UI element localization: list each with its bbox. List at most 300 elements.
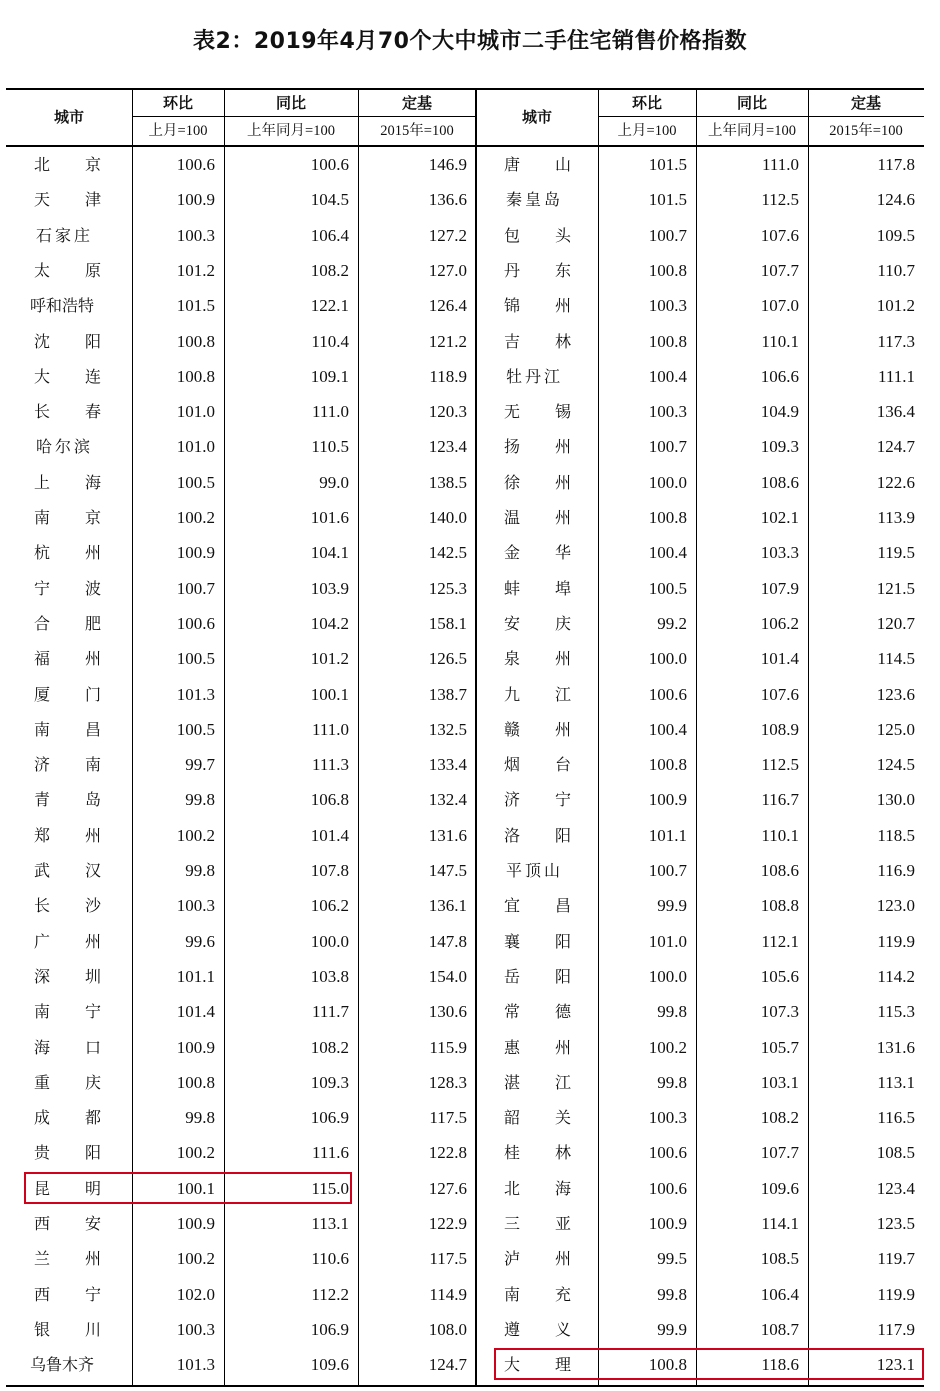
left-header-city: 城市 [53,108,84,126]
left-cell-city: 兰 州 [34,1249,103,1269]
left-cell-city: 南 宁 [34,1002,103,1022]
left-cell-yoy: 100.6 [310,155,349,174]
left-cell-fixed: 146.9 [428,155,467,174]
left-cell-city: 长 春 [34,402,103,422]
right-col-rule-3 [808,89,809,1386]
left-cell-yoy: 108.2 [310,1037,349,1057]
right-cell-fixed: 124.5 [876,755,915,775]
right-cell-mom: 100.4 [648,543,687,563]
left-cell-city: 天 津 [34,190,103,210]
right-cell-fixed: 123.6 [876,684,915,704]
left-cell-fixed: 115.9 [429,1037,467,1057]
right-cell-fixed: 123.5 [876,1214,915,1233]
right-cell-yoy: 107.6 [760,684,799,704]
left-header-mom: 环比 [162,94,193,112]
left-cell-yoy: 106.8 [310,790,349,810]
right-cell-yoy: 112.1 [761,931,799,951]
right-cell-city: 金 华 [504,543,573,563]
left-cell-fixed: 108.0 [428,1319,467,1339]
right-cell-mom: 100.3 [648,296,687,316]
right-header-sub-rule [598,116,924,117]
left-cell-yoy: 103.8 [310,966,349,986]
left-cell-mom: 99.7 [185,755,215,775]
right-cell-fixed: 117.9 [877,1319,915,1339]
right-cell-mom: 100.8 [648,331,687,351]
left-cell-yoy: 106.2 [310,896,349,916]
right-cell-yoy: 106.4 [760,1284,799,1304]
right-cell-mom: 100.0 [648,966,687,986]
right-cell-city: 泸 州 [504,1249,573,1269]
left-cell-city: 杭 州 [34,543,103,563]
left-cell-fixed: 132.5 [428,719,467,739]
right-cell-yoy: 108.9 [760,719,799,739]
left-cell-fixed: 142.5 [428,543,467,563]
right-cell-city: 蚌 埠 [504,578,573,598]
left-cell-city: 西 安 [34,1214,103,1233]
right-cell-mom: 100.9 [648,790,687,810]
right-cell-fixed: 123.0 [876,896,915,916]
left-cell-yoy: 104.2 [310,613,349,633]
right-cell-yoy: 112.5 [761,755,799,775]
right-cell-city: 平顶山 [506,861,564,880]
left-cell-mom: 101.5 [176,296,215,316]
left-cell-mom: 101.0 [176,402,215,422]
left-cell-yoy: 110.6 [311,1249,349,1269]
header-bottom-rule [6,145,924,147]
right-cell-yoy: 103.1 [760,1072,799,1092]
left-cell-yoy: 111.6 [312,1143,349,1163]
right-cell-city: 襄 阳 [504,931,573,951]
left-header-fixed: 定基 [401,94,432,112]
right-cell-yoy: 104.9 [760,402,799,422]
right-cell-yoy: 108.7 [760,1319,799,1339]
right-cell-yoy: 110.1 [761,331,799,351]
right-cell-fixed: 119.5 [877,543,915,563]
right-cell-city: 赣 州 [504,719,573,739]
right-cell-city: 湛 江 [504,1072,573,1092]
right-header-city: 城市 [521,108,552,126]
right-cell-yoy: 105.6 [760,966,799,986]
left-cell-mom: 100.6 [176,613,215,633]
left-cell-fixed: 127.0 [428,260,467,280]
right-cell-mom: 100.8 [648,508,687,527]
right-cell-city: 徐 州 [504,472,573,492]
left-cell-mom: 100.9 [176,190,215,210]
left-header-yoy-base: 上年同月=100 [247,123,335,139]
right-cell-mom: 100.7 [648,437,687,457]
left-cell-city: 成 都 [34,1108,103,1128]
left-cell-yoy: 101.2 [310,649,349,669]
right-cell-city: 岳 阳 [504,966,573,986]
right-cell-city: 安 庆 [504,613,573,633]
right-cell-mom: 101.1 [648,825,687,845]
left-cell-fixed: 136.1 [428,896,467,916]
right-cell-yoy: 118.6 [761,1355,799,1375]
right-cell-fixed: 117.8 [877,155,915,174]
left-cell-fixed: 122.9 [428,1214,467,1233]
left-cell-city: 北 京 [34,155,103,174]
left-cell-city: 贵 阳 [34,1143,103,1163]
right-header-mom-base: 上月=100 [617,123,677,139]
left-cell-city: 银 川 [34,1319,103,1339]
right-cell-mom: 100.7 [648,861,687,880]
left-cell-city: 西 宁 [34,1284,103,1304]
left-cell-yoy: 100.1 [310,684,349,704]
right-col-rule-1 [598,89,599,1386]
left-cell-yoy: 104.5 [310,190,349,210]
left-cell-mom: 100.9 [176,1037,215,1057]
right-cell-yoy: 107.7 [760,1143,799,1163]
right-cell-yoy: 109.3 [760,437,799,457]
right-cell-city: 韶 关 [504,1108,573,1128]
left-cell-mom: 100.8 [176,331,215,351]
left-cell-city: 上 海 [34,472,103,492]
left-cell-yoy: 103.9 [310,578,349,598]
left-cell-yoy: 101.4 [310,825,349,845]
left-cell-mom: 101.3 [176,1355,215,1375]
right-cell-city: 九 江 [504,684,573,704]
left-cell-city: 呼和浩特 [30,296,95,316]
left-cell-city: 昆 明 [34,1178,103,1198]
left-header-yoy: 同比 [275,94,306,112]
right-cell-city: 北 海 [504,1178,573,1198]
left-cell-mom: 100.2 [176,508,215,527]
right-cell-mom: 100.3 [648,402,687,422]
left-cell-yoy: 112.2 [311,1284,349,1304]
left-cell-city: 长 沙 [34,896,103,916]
right-cell-mom: 100.0 [648,472,687,492]
right-cell-yoy: 108.2 [760,1108,799,1128]
right-cell-fixed: 115.3 [877,1002,915,1022]
right-cell-fixed: 116.5 [877,1108,915,1128]
left-cell-yoy: 107.8 [310,861,349,880]
right-cell-city: 烟 台 [504,755,573,775]
right-cell-yoy: 110.1 [761,825,799,845]
right-cell-yoy: 108.6 [760,861,799,880]
left-cell-city: 太 原 [34,260,103,280]
right-cell-yoy: 102.1 [760,508,799,527]
left-cell-city: 广 州 [34,931,103,951]
right-cell-city: 吉 林 [504,331,573,351]
left-cell-fixed: 121.2 [428,331,467,351]
right-cell-city: 三 亚 [504,1214,573,1233]
right-cell-fixed: 108.5 [876,1143,915,1163]
left-cell-mom: 99.8 [185,861,215,880]
left-cell-fixed: 136.6 [428,190,467,210]
right-cell-mom: 101.0 [648,931,687,951]
right-cell-mom: 100.7 [648,225,687,245]
right-cell-city: 扬 州 [504,437,573,457]
left-cell-fixed: 123.4 [428,437,467,457]
left-cell-fixed: 118.9 [429,366,467,386]
right-header-mom: 环比 [631,94,662,112]
right-cell-mom: 100.5 [648,578,687,598]
left-cell-mom: 100.2 [176,825,215,845]
right-cell-fixed: 116.9 [877,861,915,880]
right-cell-fixed: 131.6 [876,1037,915,1057]
right-cell-yoy: 112.5 [761,190,799,210]
right-cell-mom: 99.8 [657,1072,687,1092]
left-cell-fixed: 158.1 [428,613,467,633]
right-cell-fixed: 122.6 [876,472,915,492]
left-cell-mom: 99.6 [185,931,215,951]
right-cell-yoy: 107.7 [760,260,799,280]
right-cell-city: 牡丹江 [506,366,564,386]
left-cell-city: 海 口 [34,1037,103,1057]
right-cell-mom: 99.9 [657,896,687,916]
right-cell-city: 大 理 [504,1355,573,1375]
right-cell-fixed: 130.0 [876,790,915,810]
right-header-fixed-base: 2015年=100 [829,123,903,139]
left-cell-yoy: 113.1 [311,1214,349,1233]
left-cell-fixed: 147.5 [428,861,467,880]
right-cell-mom: 100.4 [648,719,687,739]
left-cell-city: 厦 门 [34,684,103,704]
right-cell-yoy: 106.6 [760,366,799,386]
right-cell-mom: 100.4 [648,366,687,386]
right-cell-fixed: 123.1 [876,1355,915,1375]
left-cell-mom: 100.3 [176,896,215,916]
left-cell-fixed: 114.9 [429,1284,467,1304]
right-cell-yoy: 107.0 [760,296,799,316]
left-cell-yoy: 106.9 [310,1319,349,1339]
left-cell-fixed: 117.5 [429,1108,467,1128]
left-cell-yoy: 109.3 [310,1072,349,1092]
left-cell-yoy: 108.2 [310,260,349,280]
left-cell-mom: 99.8 [185,790,215,810]
right-cell-yoy: 114.1 [761,1214,799,1233]
left-cell-mom: 101.3 [176,684,215,704]
left-cell-yoy: 111.7 [312,1002,349,1022]
right-cell-fixed: 111.1 [878,366,915,386]
right-cell-city: 丹 东 [504,260,573,280]
left-cell-city: 石家庄 [36,225,94,245]
left-col-rule-2 [224,89,225,1386]
right-cell-yoy: 111.0 [762,155,799,174]
left-cell-yoy: 109.6 [310,1355,349,1375]
right-cell-yoy: 107.9 [760,578,799,598]
right-cell-city: 锦 州 [504,296,573,316]
left-cell-city: 南 昌 [34,719,103,739]
right-cell-mom: 99.8 [657,1002,687,1022]
right-cell-mom: 101.5 [648,155,687,174]
left-cell-yoy: 110.5 [311,437,349,457]
right-cell-fixed: 121.5 [876,578,915,598]
right-cell-yoy: 109.6 [760,1178,799,1198]
left-cell-city: 重 庆 [34,1072,103,1092]
left-cell-fixed: 154.0 [428,966,467,986]
table-top-rule [6,88,924,90]
left-cell-mom: 101.2 [176,260,215,280]
left-cell-mom: 100.3 [176,225,215,245]
right-cell-yoy: 108.8 [760,896,799,916]
right-cell-city: 济 宁 [504,790,573,810]
left-cell-fixed: 140.0 [428,508,467,527]
left-cell-fixed: 127.6 [428,1178,467,1198]
left-cell-mom: 102.0 [176,1284,215,1304]
left-cell-city: 青 岛 [34,790,103,810]
left-cell-city: 大 连 [34,366,103,386]
right-cell-mom: 100.6 [648,1178,687,1198]
left-cell-city: 沈 阳 [34,331,103,351]
left-cell-city: 合 肥 [34,613,103,633]
left-cell-city: 乌鲁木齐 [30,1355,95,1375]
left-cell-fixed: 117.5 [429,1249,467,1269]
left-cell-mom: 100.6 [176,155,215,174]
right-cell-fixed: 113.9 [877,508,915,527]
right-cell-fixed: 120.7 [876,613,915,633]
left-cell-fixed: 138.5 [428,472,467,492]
right-cell-city: 温 州 [504,508,573,527]
left-cell-fixed: 138.7 [428,684,467,704]
left-cell-yoy: 99.0 [319,472,349,492]
right-cell-fixed: 113.1 [877,1072,915,1092]
left-cell-fixed: 125.3 [428,578,467,598]
left-cell-city: 武 汉 [34,861,103,880]
left-cell-yoy: 111.0 [312,402,349,422]
right-cell-city: 唐 山 [504,155,573,174]
right-cell-mom: 100.3 [648,1108,687,1128]
right-cell-mom: 99.9 [657,1319,687,1339]
left-cell-fixed: 127.2 [428,225,467,245]
left-cell-mom: 101.1 [176,966,215,986]
left-cell-yoy: 111.0 [312,719,349,739]
left-cell-yoy: 109.1 [310,366,349,386]
left-cell-mom: 100.2 [176,1143,215,1163]
right-cell-city: 遵 义 [504,1319,573,1339]
right-cell-mom: 100.2 [648,1037,687,1057]
right-cell-city: 南 充 [504,1284,573,1304]
left-cell-mom: 100.5 [176,719,215,739]
left-cell-mom: 100.9 [176,543,215,563]
right-header-yoy: 同比 [736,94,767,112]
left-cell-city: 深 圳 [34,966,103,986]
right-cell-city: 包 头 [504,225,573,245]
page-title: 表2：2019年4月70个大中城市二手住宅销售价格指数 [193,29,747,54]
right-cell-mom: 101.5 [648,190,687,210]
right-cell-fixed: 117.3 [877,331,915,351]
left-cell-city: 福 州 [34,649,103,669]
left-cell-fixed: 128.3 [428,1072,467,1092]
right-header-yoy-base: 上年同月=100 [708,123,796,139]
right-cell-yoy: 116.7 [761,790,799,810]
right-cell-fixed: 124.6 [876,190,915,210]
right-cell-yoy: 107.3 [760,1002,799,1022]
table-bottom-rule [6,1385,924,1387]
left-cell-fixed: 126.4 [428,296,467,316]
left-cell-yoy: 104.1 [310,543,349,563]
right-cell-fixed: 110.7 [877,260,915,280]
left-cell-yoy: 110.4 [311,331,349,351]
right-cell-mom: 100.8 [648,260,687,280]
right-header-fixed: 定基 [850,94,881,112]
left-cell-fixed: 126.5 [428,649,467,669]
left-cell-mom: 100.8 [176,366,215,386]
left-cell-mom: 100.2 [176,1249,215,1269]
left-cell-mom: 99.8 [185,1108,215,1128]
left-cell-fixed: 147.8 [428,931,467,951]
right-cell-fixed: 123.4 [876,1178,915,1198]
right-cell-city: 桂 林 [504,1143,573,1163]
right-col-rule-2 [696,89,697,1386]
right-cell-mom: 100.0 [648,649,687,669]
left-cell-yoy: 101.6 [310,508,349,527]
right-cell-city: 常 德 [504,1002,573,1022]
right-cell-fixed: 119.7 [877,1249,915,1269]
right-cell-mom: 99.5 [657,1249,687,1269]
left-cell-fixed: 122.8 [428,1143,467,1163]
left-cell-fixed: 130.6 [428,1002,467,1022]
left-cell-fixed: 124.7 [428,1355,467,1375]
right-cell-city: 无 锡 [504,402,573,422]
right-cell-yoy: 106.2 [760,613,799,633]
left-cell-yoy: 106.9 [310,1108,349,1128]
right-cell-fixed: 114.5 [877,649,915,669]
center-divider-rule [475,89,477,1386]
left-cell-mom: 100.5 [176,649,215,669]
left-cell-mom: 101.4 [176,1002,215,1022]
left-header-sub-rule [132,116,476,117]
right-cell-fixed: 136.4 [876,402,915,422]
right-cell-city: 惠 州 [504,1037,573,1057]
left-cell-yoy: 106.4 [310,225,349,245]
left-cell-yoy: 122.1 [310,296,349,316]
left-header-mom-base: 上月=100 [148,123,208,139]
right-cell-mom: 100.6 [648,1143,687,1163]
right-cell-mom: 99.2 [657,613,687,633]
left-header-fixed-base: 2015年=100 [380,123,454,139]
left-cell-mom: 100.8 [176,1072,215,1092]
left-cell-fixed: 133.4 [428,755,467,775]
left-cell-mom: 100.5 [176,472,215,492]
right-cell-yoy: 103.3 [760,543,799,563]
left-col-rule-3 [358,89,359,1386]
right-cell-fixed: 124.7 [876,437,915,457]
left-cell-mom: 100.7 [176,578,215,598]
right-cell-fixed: 125.0 [876,719,915,739]
left-cell-mom: 100.9 [176,1214,215,1233]
right-cell-fixed: 109.5 [876,225,915,245]
right-cell-mom: 100.9 [648,1214,687,1233]
right-cell-mom: 100.8 [648,1355,687,1375]
left-cell-city: 南 京 [34,508,103,527]
right-cell-yoy: 108.6 [760,472,799,492]
left-cell-fixed: 131.6 [428,825,467,845]
right-cell-city: 洛 阳 [504,825,573,845]
left-cell-city: 济 南 [34,755,103,775]
left-cell-city: 郑 州 [34,825,103,845]
left-cell-mom: 100.3 [176,1319,215,1339]
right-cell-yoy: 105.7 [760,1037,799,1057]
left-cell-fixed: 120.3 [428,402,467,422]
right-cell-mom: 100.8 [648,755,687,775]
left-cell-mom: 100.1 [176,1178,215,1198]
right-cell-fixed: 119.9 [877,931,915,951]
right-cell-yoy: 101.4 [760,649,799,669]
left-cell-mom: 101.0 [176,437,215,457]
left-col-rule-1 [132,89,133,1386]
right-cell-city: 泉 州 [504,649,573,669]
right-cell-fixed: 118.5 [877,825,915,845]
right-cell-city: 宜 昌 [504,896,573,916]
right-cell-mom: 100.6 [648,684,687,704]
left-cell-yoy: 115.0 [311,1178,349,1198]
left-cell-fixed: 132.4 [428,790,467,810]
price-index-table [6,89,924,1386]
right-cell-city: 秦皇岛 [506,190,564,210]
left-cell-yoy: 111.3 [312,755,349,775]
left-cell-yoy: 100.0 [310,931,349,951]
